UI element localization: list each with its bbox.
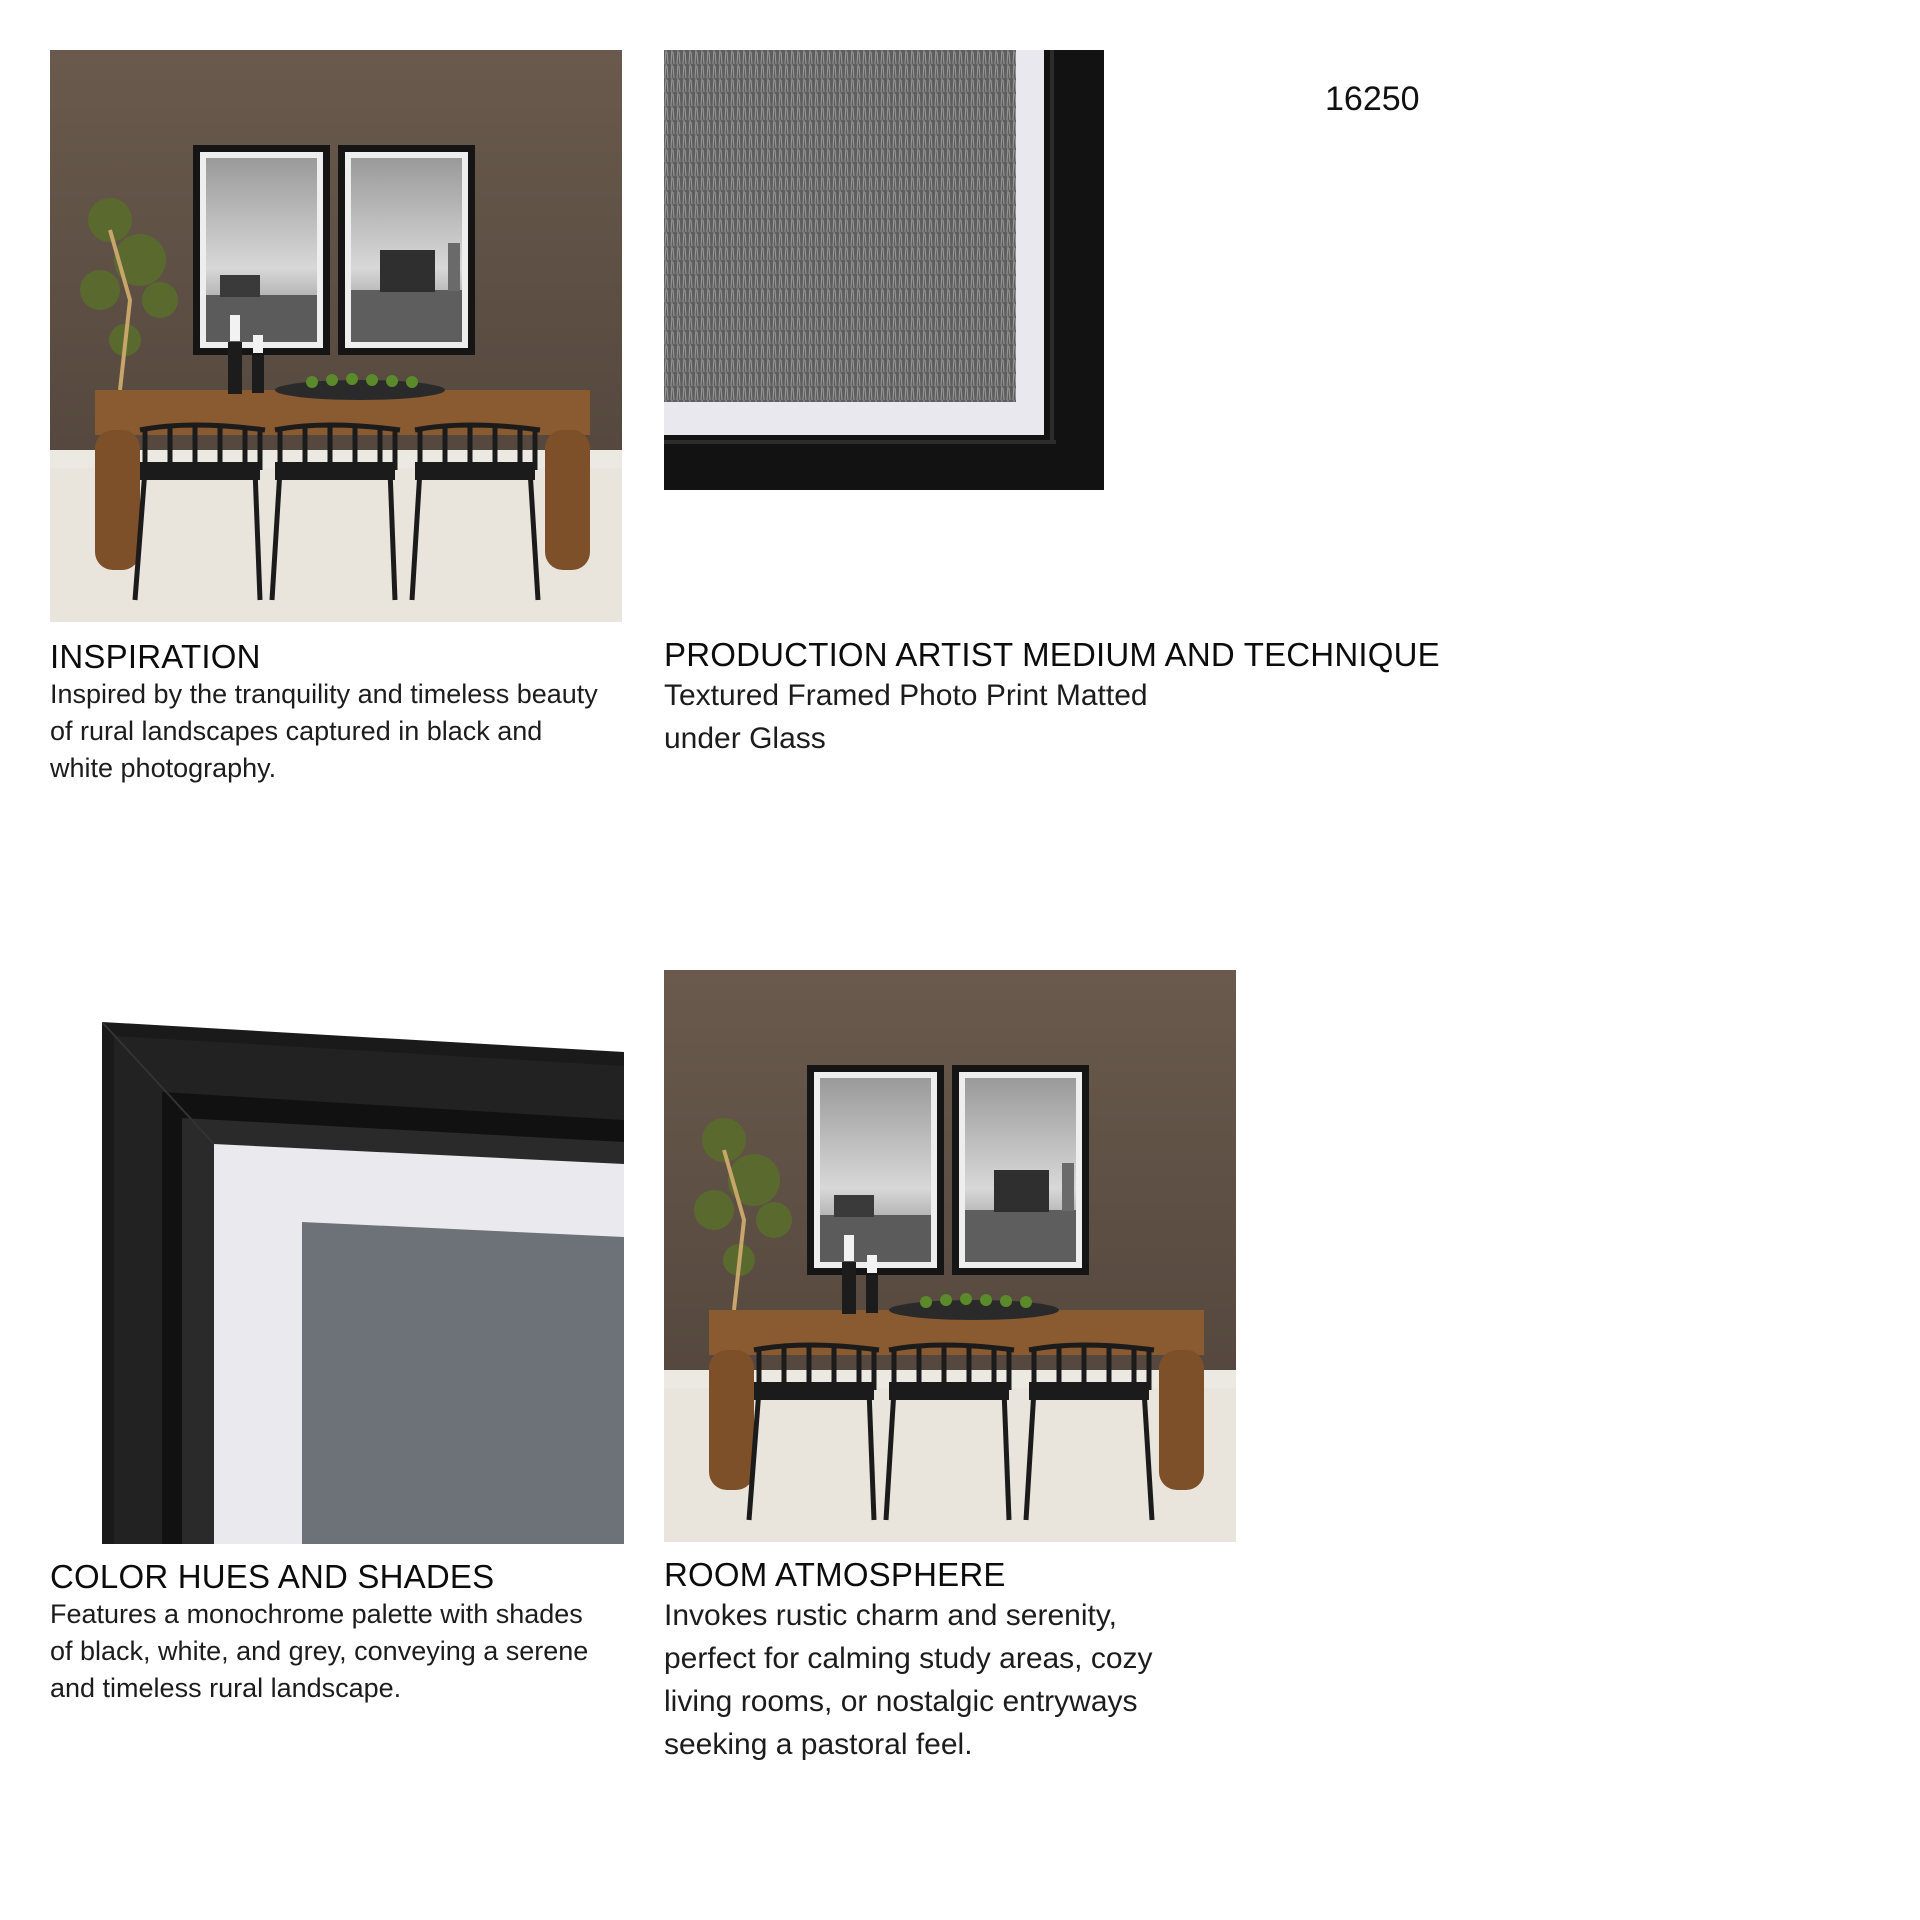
inspiration-text-line: Inspired by the tranquility and timeless beauty [50, 679, 598, 709]
room-text-line: Invokes rustic charm and serenity, [664, 1599, 1117, 1632]
inspiration-text-line: white photography. [50, 753, 277, 783]
room-text-line: seeking a pastoral feel. [664, 1728, 973, 1761]
frame-texture-image [664, 50, 1104, 490]
production-text-line: Textured Framed Photo Print Matted [664, 679, 1148, 712]
room-section [664, 1556, 1364, 1766]
color-heading: COLOR HUES AND SHADES [50, 1558, 495, 1595]
frame-corner-image [102, 1022, 624, 1544]
inspiration-section [50, 638, 650, 787]
inspiration-text-line: of rural landscapes captured in black and [50, 716, 543, 746]
room-scene-image-bottom [664, 970, 1236, 1542]
production-heading: PRODUCTION ARTIST MEDIUM AND TECHNIQUE [664, 636, 1440, 673]
color-text-line: and timeless rural landscape. [50, 1673, 402, 1703]
room-scene-image-top [50, 50, 622, 622]
room-heading: ROOM ATMOSPHERE [664, 1556, 1006, 1593]
room-text-line: perfect for calming study areas, cozy [664, 1642, 1153, 1675]
color-text-line: of black, white, and grey, conveying a serene [50, 1636, 589, 1666]
color-text-line: Features a monochrome palette with shades [50, 1599, 583, 1629]
product-number: 16250 [1325, 80, 1420, 118]
color-section [50, 1558, 650, 1707]
room-text-line: living rooms, or nostalgic entryways [664, 1685, 1138, 1718]
production-text-line: under Glass [664, 722, 826, 755]
inspiration-heading: INSPIRATION [50, 638, 261, 675]
production-section [664, 636, 1564, 760]
